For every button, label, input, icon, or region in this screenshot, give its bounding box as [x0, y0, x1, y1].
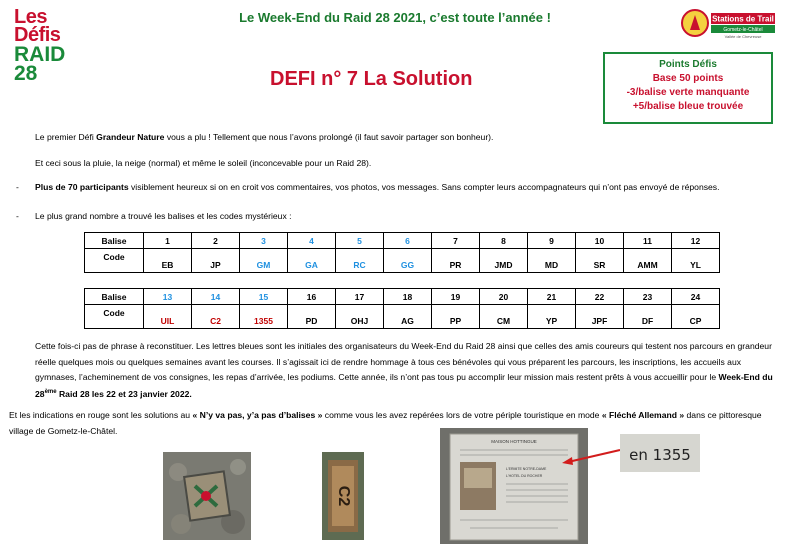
table2-balise-code: 1355 — [240, 305, 288, 329]
table1-balise-code: AMM — [624, 249, 672, 273]
table1-balise-code: MD — [528, 249, 576, 273]
plaque-title: MAISON HOTTINGUE — [491, 439, 537, 444]
table2-balise-code: DF — [624, 305, 672, 329]
table1-balise-code: JMD — [480, 249, 528, 273]
bullet-dash-1: - — [16, 182, 19, 192]
points-minus: -3/balise verte manquante — [626, 87, 750, 98]
table1-balise-code: YL — [672, 249, 720, 273]
outro-p2-c: comme vous les avez repérées lors de votre périple touristique en mode — [322, 410, 602, 420]
outro-p2-b: « N’y va pas, y’a pas d’balises » — [192, 410, 323, 420]
badge-title: Stations de Trail — [712, 14, 774, 24]
logo-line-2: Défis — [14, 24, 61, 47]
table1-balise-number: 5 — [336, 233, 384, 249]
table1-balise-code: GG — [384, 249, 432, 273]
table2-balise-code: CP — [672, 305, 720, 329]
logo-line-4: 28 — [14, 62, 38, 86]
table2-balise-number: 13 — [144, 289, 192, 305]
table2-balise-number: 15 — [240, 289, 288, 305]
table1-balise-row — [85, 233, 720, 249]
table1-balise-label: Balise — [85, 233, 144, 249]
points-title: Points Défis — [659, 59, 717, 70]
table1-code-label: Code — [85, 249, 144, 273]
c2-plate-label: C2 — [335, 485, 352, 507]
balise-table-1 — [84, 232, 720, 273]
outro-p2-d: « Fléché Allemand » — [601, 410, 685, 420]
table1-balise-number: 8 — [480, 233, 528, 249]
plaque-line-1: L'ERMITE NOTRE-DAME — [506, 467, 547, 471]
intro-b1-rest: visiblement heureux si on en croit vos commentaires, vos photos, vos messages. Sans compter leurs accompagnateurs qui n’ont pas envoyé de réponses. — [128, 182, 720, 192]
table2-balise-row — [85, 289, 720, 305]
table1-balise-number: 4 — [288, 233, 336, 249]
header-title: Le Week-End du Raid 28 2021, c’est toute l’année ! — [239, 10, 551, 25]
table2-balise-number: 18 — [384, 289, 432, 305]
table2-balise-number: 24 — [672, 289, 720, 305]
table2-balise-code: PD — [288, 305, 336, 329]
intro-p1-bold: Grandeur Nature — [96, 132, 165, 142]
page-title: DEFI n° 7 La Solution — [270, 68, 473, 90]
table1-balise-number: 6 — [384, 233, 432, 249]
table1-balise-code: PR — [432, 249, 480, 273]
table1-balise-code: SR — [576, 249, 624, 273]
points-plus: +5/balise bleue trouvée — [632, 101, 744, 112]
outro-p1: Cette fois-ci pas de phrase à reconstituer. Les lettres bleues sont les initiales des organisateurs du Week-End du Raid 28 ainsi que celles des amis coureurs qui testent nos parcours en grandeur réelle quelques mois ou quelques semaines avant les courses. Il s’agissait ici de rendre hommage à tous ces bénévoles qui vous préparent les parcours, les inscriptions, les accueils aux gymnases, l’acheminement de vos consignes, les repas d’arrivée, les podiums. Cette année, ils n’ont pas tous pu accomplir leur mission mais restent prêts à vous accueillir pour le — [35, 341, 772, 382]
intro-bullet-1 — [35, 181, 755, 193]
outro-paragraph-1 — [35, 339, 775, 403]
table2-balise-code: JPF — [576, 305, 624, 329]
table2-balise-code: YP — [528, 305, 576, 329]
table2-balise-number: 16 — [288, 289, 336, 305]
bullet-dash-2: - — [16, 211, 19, 221]
red-arrow-icon — [560, 446, 622, 468]
logo-line-1: Les — [14, 6, 47, 28]
table1-balise-number: 3 — [240, 233, 288, 249]
outro-p1-end: Raid 28 les 22 et 23 janvier 2022. — [56, 389, 192, 400]
table1-balise-number: 11 — [624, 233, 672, 249]
table1-balise-code: GM — [240, 249, 288, 273]
photo-balise-uil — [163, 452, 251, 540]
plaque-line-2: L'HOTEL DU ROCHER — [506, 474, 543, 478]
table1-balise-number: 9 — [528, 233, 576, 249]
balise-table-2 — [84, 288, 720, 329]
intro-p1-a: Le premier Défi — [35, 132, 97, 142]
outro-p2-e: dans ce pittoresque village de Gometz-le-Châtel. — [9, 410, 762, 436]
badge-caption: Vallée de Chevreuse — [724, 34, 762, 39]
table1-code-row — [85, 249, 720, 273]
table2-balise-code: CM — [480, 305, 528, 329]
outro-p1-bold: Week-End du 28 — [35, 372, 773, 400]
table2-balise-number: 17 — [336, 289, 384, 305]
table1-balise-number: 10 — [576, 233, 624, 249]
intro-p1-c: vous a plu ! Tellement que nous l’avons prolongé (il faut savoir partager son bonheur). — [164, 132, 494, 142]
table1-balise-code: RC — [336, 249, 384, 273]
table1-balise-code: EB — [144, 249, 192, 273]
stations-trail-badge — [680, 6, 778, 40]
table2-balise-label: Balise — [85, 289, 144, 305]
table2-balise-code: OHJ — [336, 305, 384, 329]
table1-balise-code: JP — [192, 249, 240, 273]
outro-p1-sup: ème — [44, 389, 57, 396]
zoom-label: en 1355 — [629, 446, 691, 464]
table1-balise-number: 7 — [432, 233, 480, 249]
table2-code-row — [85, 305, 720, 329]
table2-code-label: Code — [85, 305, 144, 329]
outro-p2-a: Et les indications en rouge sont les solutions au — [9, 410, 193, 420]
intro-b1-bold: Plus de 70 participants — [35, 182, 129, 192]
table2-balise-number: 21 — [528, 289, 576, 305]
table1-balise-code: GA — [288, 249, 336, 273]
points-box — [603, 52, 773, 124]
table2-balise-code: PP — [432, 305, 480, 329]
badge-subtitle: Gometz-le-Châtel — [723, 27, 763, 33]
table2-balise-number: 20 — [480, 289, 528, 305]
intro-paragraph-1 — [35, 131, 755, 143]
table2-balise-code: UIL — [144, 305, 192, 329]
table1-balise-number: 1 — [144, 233, 192, 249]
points-base: Base 50 points — [652, 73, 724, 84]
photo-balise-c2 — [322, 452, 364, 540]
logo-line-3: RAID — [14, 42, 66, 66]
table2-balise-number: 22 — [576, 289, 624, 305]
table2-balise-code: C2 — [192, 305, 240, 329]
table2-balise-number: 19 — [432, 289, 480, 305]
table1-balise-number: 12 — [672, 233, 720, 249]
intro-bullet-2: Le plus grand nombre a trouvé les balises et les codes mystérieux : — [35, 211, 292, 221]
table2-balise-code: AG — [384, 305, 432, 329]
table2-balise-number: 23 — [624, 289, 672, 305]
table2-balise-number: 14 — [192, 289, 240, 305]
photo-zoom-1355 — [620, 434, 700, 472]
intro-paragraph-2: Et ceci sous la pluie, la neige (normal) et même le soleil (inconcevable pour un Raid 28). — [35, 158, 372, 168]
table1-balise-number: 2 — [192, 233, 240, 249]
